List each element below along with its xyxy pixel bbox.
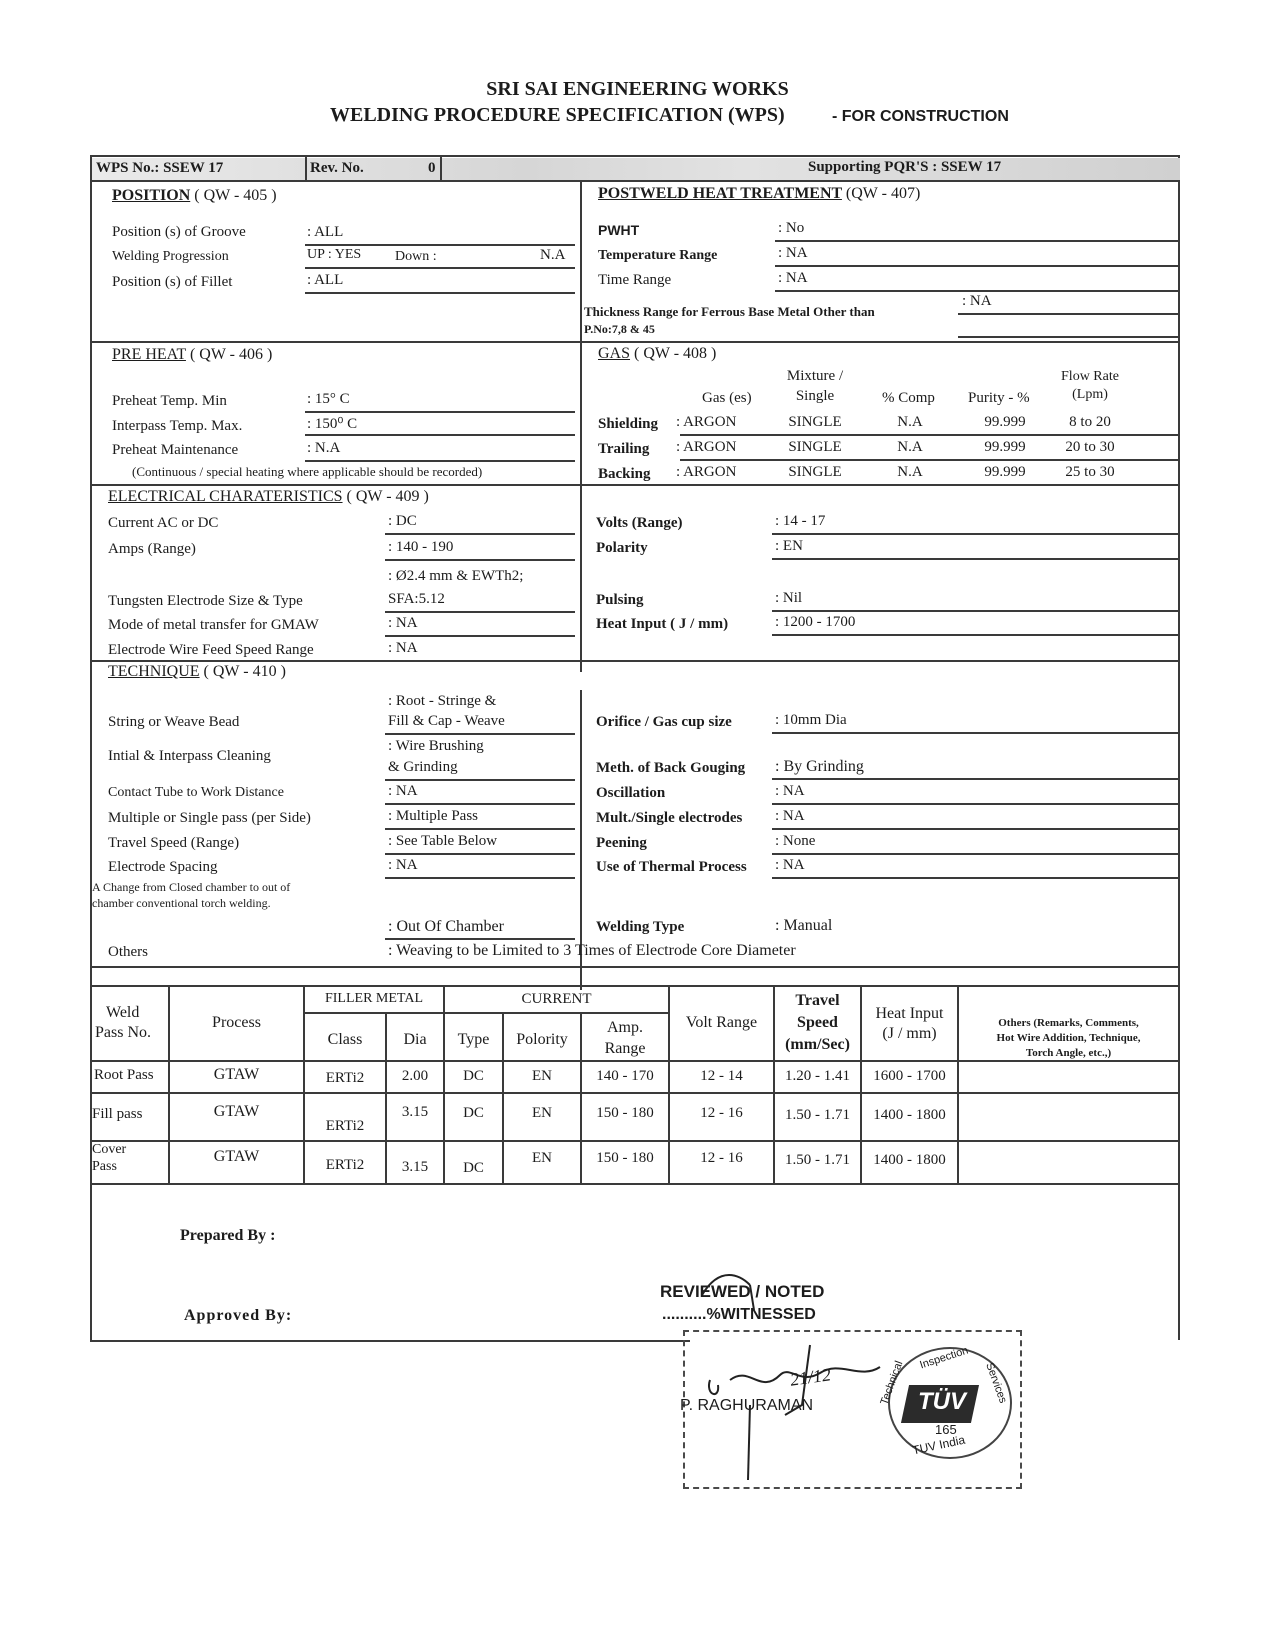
gouging-value: : By Grinding [775,758,864,775]
th-type: Type [457,1031,490,1048]
clean-line [385,779,575,781]
chamber-label-2: chamber conventional torch welding. [92,896,271,910]
travel-line [385,853,575,855]
time-range-label: Time Range [598,272,672,288]
gas-col-mixture: Mixture / [786,368,844,384]
orifice-line [772,732,1178,734]
row-cover-heat: 1400 - 1800 [873,1152,946,1168]
tungsten-label: Tungsten Electrode Size & Type [108,593,303,609]
peening-line [772,853,1178,855]
section-divider-4 [90,966,1180,968]
current-value: : DC [388,513,417,529]
document-title: WELDING PROCEDURE SPECIFICATION (WPS) [330,104,785,126]
transfer-line [385,635,575,637]
gas-col-flow-2: (Lpm) [1072,387,1108,402]
groove-value: : ALL [307,224,344,240]
document-title-suffix: - FOR CONSTRUCTION [832,108,1009,125]
id-bar-background [92,158,1180,180]
thermal-line [772,877,1178,879]
tungsten-line [385,611,575,613]
row-cover-amp: 150 - 180 [596,1150,654,1166]
gas-trailing-purity: 99.999 [984,439,1026,455]
th-weld: Weld [106,1004,140,1021]
temp-range-label: Temperature Range [598,248,718,263]
th-amp-2: Range [604,1040,646,1057]
electrodes-label: Mult./Single electrodes [596,810,743,826]
gas-shielding-flow: 8 to 20 [1069,414,1111,430]
peening-value: : None [775,833,816,849]
contact-label: Contact Tube to Work Distance [108,785,284,800]
table-row-line-2 [90,1140,1180,1142]
seal-right-text: Services [983,1361,1009,1405]
travel-label: Travel Speed (Range) [108,835,240,851]
th-current: CURRENT [521,991,592,1007]
current-line [385,533,575,535]
row-cover-process: GTAW [213,1148,260,1165]
chamber-label: A Change from Closed chamber to out of [92,880,291,894]
electrodes-value: : NA [775,808,805,824]
th-volt-range: Volt Range [685,1014,758,1031]
table-row-line-1 [90,1092,1180,1094]
th-heat-input: Heat Input [875,1005,944,1022]
th-polority: Polority [516,1031,568,1048]
row-fill-dia: 3.15 [401,1104,429,1120]
rev-value: 0 [428,160,436,176]
preheat-note: (Continuous / special heating where applicable should be recorded) [132,464,483,479]
volts-line [772,533,1178,535]
rev-label: Rev. No. [310,160,364,176]
preheat-maint-line [305,460,575,462]
table-head-bottom [90,1060,1180,1062]
polarity-line [772,558,1178,560]
contact-line [385,803,575,805]
pwht-value: : No [778,220,805,236]
interpass-label: Interpass Temp. Max. [112,418,243,434]
th-amp: Amp. [607,1019,643,1036]
stamp-reviewed: REVIEWED / NOTED [660,1282,825,1301]
string-value-2: Fill & Cap - Weave [388,713,505,729]
gas-heading: GAS ( QW - 408 ) [598,345,717,362]
polarity-value: : EN [775,538,803,554]
row-root-dia: 2.00 [401,1068,429,1084]
thickness-label-2: P.No:7,8 & 45 [584,322,655,336]
tungsten-value: : Ø2.4 mm & EWTh2; [388,568,524,584]
clean-label: Intial & Interpass Cleaning [108,748,271,764]
thermal-value: : NA [775,857,805,873]
temp-range-line [775,265,1178,267]
frame-top-border [90,155,1180,157]
transfer-label: Mode of metal transfer for GMAW [108,617,319,633]
preheat-min-line [305,411,575,413]
preheat-maint-value: : N.A [307,440,341,456]
polarity-label: Polarity [596,540,648,556]
volts-value: : 14 - 17 [775,513,826,529]
string-value: : Root - Stringe & [388,693,497,709]
id-bar-divider [90,180,1180,182]
welding-type-value: : Manual [775,917,833,934]
row-root-type: DC [463,1068,484,1084]
seal-left-text: Technical [878,1359,906,1407]
gas-trailing-mix: SINGLE [788,439,842,455]
row-cover-dia: 3.15 [401,1159,429,1175]
chamber-value: : Out Of Chamber [388,918,504,935]
interpass-line [305,434,575,436]
table-top [90,985,1180,987]
amps-value: : 140 - 190 [388,539,454,555]
row-fill-pass: Fill pass [92,1106,143,1122]
string-label: String or Weave Bead [108,714,240,730]
string-line [385,733,575,735]
orifice-label: Orifice / Gas cup size [596,714,732,730]
row-cover-volt: 12 - 16 [700,1150,743,1166]
contact-value: : NA [388,783,418,799]
th-travel-3: (mm/Sec) [785,1036,850,1053]
thickness-label: Thickness Range for Ferrous Base Metal Other than [584,304,875,319]
th-weld-2: Pass No. [95,1024,152,1041]
temp-range-value: : NA [778,245,808,261]
seal-brand: TÜV [918,1388,966,1415]
progression-label: Welding Progression [112,249,229,264]
th-travel-2: Speed [797,1014,838,1031]
amps-line [385,559,575,561]
groove-label: Position (s) of Groove [112,224,246,240]
column-divider-upper [580,180,582,672]
oscillation-line [772,803,1178,805]
gas-col-comp: % Comp [882,390,935,406]
gas-backing-comp: N.A [897,464,923,480]
preheat-maint-label: Preheat Maintenance [112,442,239,458]
spacing-label: Electrode Spacing [108,859,218,875]
heat-input-value: : 1200 - 1700 [775,614,856,630]
clean-value: : Wire Brushing [388,738,484,754]
preheat-min-value: : 15° C [307,391,350,407]
gas-trailing-gas: : ARGON [676,439,737,455]
frame-right-border [1178,155,1180,1340]
approved-by: Approved By: [184,1307,293,1324]
table-col-10 [957,985,959,1183]
row-cover-type: DC [463,1160,484,1176]
clean-value-2: & Grinding [388,759,458,775]
chamber-line [385,938,575,940]
gas-backing-mix: SINGLE [788,464,842,480]
row-root-class: ERTi2 [325,1070,365,1086]
heat-input-line [772,634,1178,636]
row-root-heat: 1600 - 1700 [873,1068,946,1084]
progression-down: Down : [395,249,437,264]
gas-row-line-1 [680,434,1178,436]
spacing-line [385,877,575,879]
seal-number: 165 [935,1422,957,1437]
volts-label: Volts (Range) [596,515,683,531]
row-fill-speed: 1.50 - 1.71 [785,1107,850,1123]
table-bottom [90,1183,1180,1185]
row-cover-polarity: EN [532,1150,552,1166]
gas-shielding-purity: 99.999 [984,414,1026,430]
others-label: Others [108,944,148,960]
table-subhead-line [303,1012,668,1014]
row-fill-polarity: EN [532,1105,552,1121]
gas-col-purity: Purity - % [968,390,1030,406]
pulsing-line [772,610,1178,612]
th-others-2: Hot Wire Addition, Technique, [996,1032,1141,1044]
row-fill-heat: 1400 - 1800 [873,1107,946,1123]
thermal-label: Use of Thermal Process [596,859,747,875]
current-label: Current AC or DC [108,515,219,531]
orifice-value: : 10mm Dia [775,712,847,728]
th-dia: Dia [403,1031,427,1048]
wirefeed-value: : NA [388,640,418,656]
groove-line [305,244,575,246]
transfer-value: : NA [388,615,418,631]
gas-shielding-gas: : ARGON [676,414,737,430]
progression-down-value: N.A [540,247,566,263]
gas-trailing-comp: N.A [897,439,923,455]
stamp-witnessed: ..........%WITNESSED [662,1306,816,1323]
pass-value: : Multiple Pass [388,808,479,824]
gas-col-gas: Gas (es) [702,390,752,406]
electrical-heading: ELECTRICAL CHARATERISTICS ( QW - 409 ) [108,488,429,505]
time-range-line [775,290,1178,292]
row-fill-type: DC [463,1105,484,1121]
row-root-volt: 12 - 14 [700,1068,743,1084]
fillet-label: Position (s) of Fillet [112,274,233,290]
gouging-line [772,778,1178,780]
oscillation-label: Oscillation [596,785,666,801]
th-travel: Travel [795,992,840,1009]
row-fill-amp: 150 - 180 [596,1105,654,1121]
gas-backing-label: Backing [598,466,651,482]
row-root-polarity: EN [532,1068,552,1084]
section-divider-2 [90,484,1180,486]
gas-row-line-2 [680,459,1178,461]
section-divider-3 [90,660,1180,662]
thickness-value: : NA [962,293,992,309]
gas-trailing-label: Trailing [598,441,650,457]
fillet-line [305,292,575,294]
signature-date: 21/12 [788,1364,833,1390]
welding-type-label: Welding Type [596,919,685,935]
prepared-by: Prepared By : [180,1227,276,1244]
spacing-value: : NA [388,857,418,873]
row-root-amp: 140 - 170 [596,1068,654,1084]
heat-input-label: Heat Input ( J / mm) [596,616,729,632]
gas-shielding-label: Shielding [598,416,659,432]
preheat-heading: PRE HEAT ( QW - 406 ) [112,346,273,363]
stamp-name: P. RAGHURAMAN [680,1397,814,1414]
pwht-line [775,240,1178,242]
thickness-line-2 [958,336,1178,338]
tungsten-value-2: SFA:5.12 [388,591,445,607]
th-others: Others (Remarks, Comments, [998,1017,1139,1029]
gas-col-flow: Flow Rate [1061,369,1119,384]
interpass-value: : 150⁰ C [307,416,358,432]
th-process: Process [212,1014,261,1031]
row-root-process: GTAW [213,1066,260,1083]
wirefeed-label: Electrode Wire Feed Speed Range [108,642,314,658]
section-divider-1 [90,341,1180,343]
gas-backing-flow: 25 to 30 [1065,464,1115,480]
id-bar-sep-1 [305,155,307,181]
gas-shielding-comp: N.A [897,414,923,430]
id-bar-sep-2 [440,155,442,181]
gouging-label: Meth. of Back Gouging [596,760,746,776]
technique-heading: TECHNIQUE ( QW - 410 ) [108,663,286,680]
gas-shielding-mix: SINGLE [788,414,842,430]
pulsing-value: : Nil [775,590,803,606]
gas-backing-gas: : ARGON [676,464,737,480]
th-class: Class [327,1031,363,1048]
frame-bottom-border [90,1340,690,1342]
gas-backing-purity: 99.999 [984,464,1026,480]
thickness-line [958,313,1178,315]
supporting-pqr: Supporting PQR'S : SSEW 17 [808,159,1002,175]
fillet-value: : ALL [307,272,344,288]
wps-number: WPS No.: SSEW 17 [96,160,224,176]
travel-value: : See Table Below [388,833,498,849]
position-heading: POSITION ( QW - 405 ) [112,187,277,204]
preheat-min-label: Preheat Temp. Min [112,393,227,409]
row-root-pass: Root Pass [94,1067,154,1083]
time-range-value: : NA [778,270,808,286]
pwht-heading: POSTWELD HEAT TREATMENT (QW - 407) [598,185,921,202]
row-fill-class: ERTi2 [325,1118,365,1134]
oscillation-value: : NA [775,783,805,799]
peening-label: Peening [596,835,647,851]
row-root-speed: 1.20 - 1.41 [785,1068,850,1084]
pulsing-label: Pulsing [596,592,644,608]
seal-bottom-text: TUV India [911,1432,967,1458]
company-name: SRI SAI ENGINEERING WORKS [486,78,789,100]
row-cover-class: ERTi2 [325,1157,365,1173]
row-fill-process: GTAW [213,1103,260,1120]
seal-top-text: Inspection [918,1344,970,1372]
electrodes-line [772,828,1178,830]
pwht-label: PWHT [598,222,640,238]
progression-line [305,267,575,269]
row-cover-pass: Cover [92,1142,127,1157]
pass-label: Multiple or Single pass (per Side) [108,810,311,826]
th-others-3: Torch Angle, etc.,) [1025,1047,1112,1059]
th-heat-input-2: (J / mm) [882,1025,937,1042]
gas-col-mixture-2: Single [795,388,835,404]
row-cover-speed: 1.50 - 1.71 [785,1152,850,1168]
pass-line [385,828,575,830]
amps-label: Amps (Range) [108,541,196,557]
row-fill-volt: 12 - 16 [700,1105,743,1121]
others-value: : Weaving to be Limited to 3 Times of Electrode Core Diameter [388,942,796,959]
row-cover-pass-2: Pass [92,1159,117,1174]
progression-up: UP : YES [307,247,362,262]
th-filler-metal: FILLER METAL [324,991,424,1006]
gas-trailing-flow: 20 to 30 [1065,439,1115,455]
